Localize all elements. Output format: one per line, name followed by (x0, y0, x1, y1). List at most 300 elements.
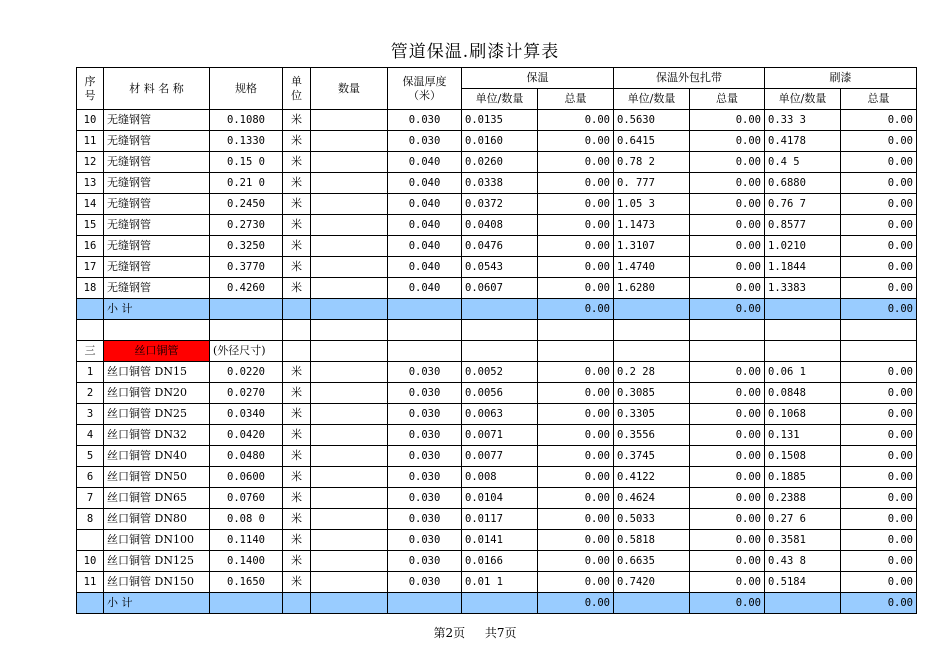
row-material-name: 无缝钢管 (104, 215, 210, 236)
row-wrap-unit: 0.78 2 (614, 152, 690, 173)
blank-cell (538, 320, 614, 341)
row-spec: 0.1140 (210, 530, 283, 551)
row-insulation-total: 0.00 (538, 278, 614, 299)
subtotal-paint-total: 0.00 (841, 593, 917, 614)
row-paint-unit: 0.43 8 (765, 551, 841, 572)
section-header-row (77, 341, 917, 362)
row-seq: 4 (77, 425, 104, 446)
row-thickness: 0.030 (388, 110, 462, 131)
row-qty (311, 425, 388, 446)
row-qty (311, 383, 388, 404)
subtotal-empty (765, 593, 841, 614)
row-qty (311, 257, 388, 278)
row-seq: 6 (77, 467, 104, 488)
blank-cell (462, 320, 538, 341)
page-number: 第2页 (433, 626, 466, 640)
blank-cell (841, 341, 917, 362)
table-row (77, 509, 917, 530)
row-paint-total: 0.00 (841, 173, 917, 194)
row-thickness: 0.030 (388, 446, 462, 467)
row-insulation-total: 0.00 (538, 404, 614, 425)
row-insulation-unit: 0.0077 (462, 446, 538, 467)
blank-cell (690, 341, 765, 362)
row-unit: 米 (283, 362, 311, 383)
row-insulation-unit: 0.0607 (462, 278, 538, 299)
row-wrap-unit: 0.5033 (614, 509, 690, 530)
row-thickness: 0.040 (388, 152, 462, 173)
header-wrap-unit: 单位/数量 (614, 89, 690, 110)
row-spec: 0.0420 (210, 425, 283, 446)
header-name: 材 料 名 称 (104, 68, 210, 110)
row-thickness: 0.030 (388, 572, 462, 593)
row-material-name: 丝口铜管 DN50 (104, 467, 210, 488)
row-insulation-unit: 0.0052 (462, 362, 538, 383)
row-qty (311, 152, 388, 173)
row-paint-total: 0.00 (841, 467, 917, 488)
row-spec: 0.0480 (210, 446, 283, 467)
blank-cell (765, 320, 841, 341)
table-row (77, 131, 917, 152)
row-material-name: 丝口铜管 DN15 (104, 362, 210, 383)
subtotal-empty (388, 299, 462, 320)
page-footer (0, 624, 950, 641)
row-qty (311, 362, 388, 383)
table-row (77, 383, 917, 404)
row-wrap-unit: 1.05 3 (614, 194, 690, 215)
table-row (77, 488, 917, 509)
row-qty (311, 173, 388, 194)
row-wrap-unit: 0.2 28 (614, 362, 690, 383)
table-row (77, 257, 917, 278)
row-wrap-unit: 0.4122 (614, 467, 690, 488)
row-paint-total: 0.00 (841, 551, 917, 572)
row-unit: 米 (283, 131, 311, 152)
row-material-name: 无缝钢管 (104, 194, 210, 215)
row-unit: 米 (283, 215, 311, 236)
subtotal-insulation-total: 0.00 (538, 299, 614, 320)
table-row (77, 236, 917, 257)
row-wrap-total: 0.00 (690, 551, 765, 572)
row-seq: 8 (77, 509, 104, 530)
table-row (77, 173, 917, 194)
row-insulation-total: 0.00 (538, 110, 614, 131)
row-insulation-total: 0.00 (538, 551, 614, 572)
header-wrap-total: 总量 (690, 89, 765, 110)
subtotal-empty (311, 593, 388, 614)
subtotal-seq (77, 299, 104, 320)
row-insulation-unit: 0.01 1 (462, 572, 538, 593)
row-wrap-total: 0.00 (690, 173, 765, 194)
row-spec: 0.1650 (210, 572, 283, 593)
row-material-name: 丝口铜管 DN40 (104, 446, 210, 467)
row-thickness: 0.030 (388, 509, 462, 530)
row-seq: 18 (77, 278, 104, 299)
row-qty (311, 446, 388, 467)
row-insulation-total: 0.00 (538, 530, 614, 551)
row-unit: 米 (283, 425, 311, 446)
row-spec: 0.15 0 (210, 152, 283, 173)
row-qty (311, 236, 388, 257)
row-wrap-total: 0.00 (690, 362, 765, 383)
table-row (77, 278, 917, 299)
row-insulation-unit: 0.0260 (462, 152, 538, 173)
row-insulation-total: 0.00 (538, 509, 614, 530)
blank-cell (614, 341, 690, 362)
row-paint-total: 0.00 (841, 509, 917, 530)
row-unit: 米 (283, 551, 311, 572)
row-paint-total: 0.00 (841, 488, 917, 509)
row-insulation-unit: 0.0135 (462, 110, 538, 131)
row-spec: 0.08 0 (210, 509, 283, 530)
row-wrap-unit: 0.5818 (614, 530, 690, 551)
row-unit: 米 (283, 173, 311, 194)
row-qty (311, 278, 388, 299)
row-paint-unit: 0.06 1 (765, 362, 841, 383)
blank-cell (690, 320, 765, 341)
row-spec: 0.1330 (210, 131, 283, 152)
row-seq: 10 (77, 110, 104, 131)
header-paint: 刷漆 (765, 68, 917, 89)
row-wrap-total: 0.00 (690, 236, 765, 257)
row-paint-total: 0.00 (841, 404, 917, 425)
row-seq: 17 (77, 257, 104, 278)
subtotal-empty (283, 299, 311, 320)
row-thickness: 0.030 (388, 488, 462, 509)
row-material-name: 无缝钢管 (104, 110, 210, 131)
blank-cell (765, 341, 841, 362)
row-spec: 0.0760 (210, 488, 283, 509)
row-insulation-total: 0.00 (538, 236, 614, 257)
row-insulation-unit: 0.0104 (462, 488, 538, 509)
row-insulation-total: 0.00 (538, 467, 614, 488)
row-unit: 米 (283, 509, 311, 530)
header-ins-unit: 单位/数量 (462, 89, 538, 110)
row-paint-unit: 0.3581 (765, 530, 841, 551)
row-material-name: 丝口铜管 DN80 (104, 509, 210, 530)
row-wrap-total: 0.00 (690, 152, 765, 173)
row-seq: 7 (77, 488, 104, 509)
subtotal-empty (765, 299, 841, 320)
subtotal-empty (462, 593, 538, 614)
subtotal-wrap-total: 0.00 (690, 593, 765, 614)
header-wrap: 保温外包扎带 (614, 68, 765, 89)
row-insulation-unit: 0.0117 (462, 509, 538, 530)
row-wrap-total: 0.00 (690, 425, 765, 446)
row-paint-unit: 1.0210 (765, 236, 841, 257)
row-seq: 11 (77, 131, 104, 152)
row-wrap-total: 0.00 (690, 404, 765, 425)
row-unit: 米 (283, 257, 311, 278)
row-insulation-total: 0.00 (538, 383, 614, 404)
table-row (77, 194, 917, 215)
row-material-name: 丝口铜管 DN20 (104, 383, 210, 404)
blank-cell (538, 341, 614, 362)
row-paint-total: 0.00 (841, 572, 917, 593)
row-spec: 0.3250 (210, 236, 283, 257)
blank-cell (77, 320, 104, 341)
subtotal-paint-total: 0.00 (841, 299, 917, 320)
row-paint-unit: 0.5184 (765, 572, 841, 593)
row-wrap-unit: 1.4740 (614, 257, 690, 278)
row-wrap-unit: 0.3305 (614, 404, 690, 425)
row-seq (77, 530, 104, 551)
row-insulation-total: 0.00 (538, 488, 614, 509)
row-wrap-unit: 0. 777 (614, 173, 690, 194)
row-unit: 米 (283, 152, 311, 173)
row-thickness: 0.040 (388, 173, 462, 194)
row-insulation-total: 0.00 (538, 152, 614, 173)
subtotal-empty (311, 299, 388, 320)
header-ins-total: 总量 (538, 89, 614, 110)
row-qty (311, 467, 388, 488)
row-wrap-total: 0.00 (690, 467, 765, 488)
row-seq: 2 (77, 383, 104, 404)
row-thickness: 0.030 (388, 467, 462, 488)
row-paint-unit: 0.1068 (765, 404, 841, 425)
table-row (77, 362, 917, 383)
table-row (77, 572, 917, 593)
row-thickness: 0.030 (388, 425, 462, 446)
header-insulation: 保温 (462, 68, 614, 89)
subtotal-wrap-total: 0.00 (690, 299, 765, 320)
section-title: 丝口铜管 (104, 341, 210, 362)
row-insulation-total: 0.00 (538, 362, 614, 383)
calc-table (76, 67, 917, 614)
row-paint-unit: 0.1508 (765, 446, 841, 467)
row-wrap-unit: 1.1473 (614, 215, 690, 236)
row-paint-unit: 0.4 5 (765, 152, 841, 173)
row-wrap-total: 0.00 (690, 257, 765, 278)
row-unit: 米 (283, 383, 311, 404)
row-insulation-total: 0.00 (538, 215, 614, 236)
row-paint-total: 0.00 (841, 446, 917, 467)
row-wrap-total: 0.00 (690, 131, 765, 152)
row-unit: 米 (283, 236, 311, 257)
row-qty (311, 509, 388, 530)
row-insulation-unit: 0.0063 (462, 404, 538, 425)
row-wrap-total: 0.00 (690, 509, 765, 530)
row-material-name: 无缝钢管 (104, 236, 210, 257)
row-wrap-total: 0.00 (690, 488, 765, 509)
blank-cell (462, 341, 538, 362)
row-material-name: 无缝钢管 (104, 278, 210, 299)
subtotal-row (77, 299, 917, 320)
row-spec: 0.21 0 (210, 173, 283, 194)
row-paint-total: 0.00 (841, 257, 917, 278)
blank-cell (841, 320, 917, 341)
blank-cell (283, 341, 311, 362)
row-insulation-unit: 0.0071 (462, 425, 538, 446)
row-material-name: 丝口铜管 DN100 (104, 530, 210, 551)
row-paint-unit: 0.6880 (765, 173, 841, 194)
row-wrap-total: 0.00 (690, 383, 765, 404)
row-thickness: 0.030 (388, 551, 462, 572)
row-spec: 0.0220 (210, 362, 283, 383)
row-paint-unit: 0.0848 (765, 383, 841, 404)
row-paint-total: 0.00 (841, 236, 917, 257)
row-unit: 米 (283, 110, 311, 131)
row-material-name: 丝口铜管 DN65 (104, 488, 210, 509)
row-spec: 0.2450 (210, 194, 283, 215)
row-material-name: 丝口铜管 DN25 (104, 404, 210, 425)
table-row (77, 530, 917, 551)
blank-cell (283, 320, 311, 341)
row-insulation-unit: 0.0543 (462, 257, 538, 278)
row-paint-unit: 1.1844 (765, 257, 841, 278)
page-count: 共7页 (484, 626, 517, 640)
row-insulation-total: 0.00 (538, 131, 614, 152)
row-wrap-unit: 0.3556 (614, 425, 690, 446)
table-row (77, 215, 917, 236)
row-insulation-total: 0.00 (538, 425, 614, 446)
row-qty (311, 530, 388, 551)
row-paint-total: 0.00 (841, 362, 917, 383)
row-spec: 0.4260 (210, 278, 283, 299)
row-material-name: 丝口铜管 DN125 (104, 551, 210, 572)
header-paint-unit: 单位/数量 (765, 89, 841, 110)
row-paint-unit: 0.76 7 (765, 194, 841, 215)
row-thickness: 0.040 (388, 194, 462, 215)
row-insulation-total: 0.00 (538, 257, 614, 278)
row-insulation-total: 0.00 (538, 194, 614, 215)
header-spec: 规格 (210, 68, 283, 110)
page-title: 管道保温.刷漆计算表 (390, 42, 560, 62)
table-row (77, 404, 917, 425)
row-qty (311, 131, 388, 152)
row-wrap-unit: 0.3745 (614, 446, 690, 467)
blank-cell (311, 341, 388, 362)
blank-cell (311, 320, 388, 341)
row-wrap-total: 0.00 (690, 530, 765, 551)
row-insulation-unit: 0.0338 (462, 173, 538, 194)
row-thickness: 0.040 (388, 278, 462, 299)
row-material-name: 无缝钢管 (104, 152, 210, 173)
row-unit: 米 (283, 530, 311, 551)
subtotal-empty (614, 299, 690, 320)
row-thickness: 0.030 (388, 362, 462, 383)
row-unit: 米 (283, 446, 311, 467)
subtotal-empty (614, 593, 690, 614)
row-paint-total: 0.00 (841, 131, 917, 152)
row-qty (311, 404, 388, 425)
subtotal-empty (210, 593, 283, 614)
row-insulation-unit: 0.0141 (462, 530, 538, 551)
row-wrap-total: 0.00 (690, 194, 765, 215)
row-seq: 10 (77, 551, 104, 572)
row-thickness: 0.030 (388, 404, 462, 425)
table-row (77, 152, 917, 173)
blank-cell (210, 320, 283, 341)
subtotal-empty (210, 299, 283, 320)
row-spec: 0.0340 (210, 404, 283, 425)
row-wrap-unit: 1.6280 (614, 278, 690, 299)
row-thickness: 0.030 (388, 383, 462, 404)
row-seq: 14 (77, 194, 104, 215)
row-qty (311, 551, 388, 572)
subtotal-seq (77, 593, 104, 614)
row-wrap-unit: 0.6635 (614, 551, 690, 572)
row-seq: 1 (77, 362, 104, 383)
table-row (77, 425, 917, 446)
row-spec: 0.2730 (210, 215, 283, 236)
subtotal-label: 小 计 (104, 593, 210, 614)
row-seq: 15 (77, 215, 104, 236)
subtotal-empty (388, 593, 462, 614)
row-paint-total: 0.00 (841, 383, 917, 404)
header-qty: 数量 (311, 68, 388, 110)
row-unit: 米 (283, 404, 311, 425)
row-insulation-unit: 0.0160 (462, 131, 538, 152)
header-thickness: 保温厚度（米） (388, 68, 462, 110)
row-paint-unit: 0.131 (765, 425, 841, 446)
row-spec: 0.0600 (210, 467, 283, 488)
subtotal-row (77, 593, 917, 614)
row-wrap-total: 0.00 (690, 572, 765, 593)
row-paint-unit: 0.33 3 (765, 110, 841, 131)
blank-cell (388, 320, 462, 341)
row-paint-total: 0.00 (841, 110, 917, 131)
row-paint-total: 0.00 (841, 425, 917, 446)
row-paint-total: 0.00 (841, 194, 917, 215)
table-row (77, 467, 917, 488)
table-row (77, 551, 917, 572)
row-unit: 米 (283, 194, 311, 215)
row-paint-unit: 0.1885 (765, 467, 841, 488)
header-seq: 序号 (77, 68, 104, 110)
row-seq: 5 (77, 446, 104, 467)
subtotal-insulation-total: 0.00 (538, 593, 614, 614)
row-wrap-total: 0.00 (690, 215, 765, 236)
row-insulation-total: 0.00 (538, 173, 614, 194)
row-thickness: 0.040 (388, 215, 462, 236)
row-insulation-total: 0.00 (538, 572, 614, 593)
row-wrap-unit: 0.6415 (614, 131, 690, 152)
row-paint-unit: 1.3383 (765, 278, 841, 299)
row-seq: 13 (77, 173, 104, 194)
row-wrap-total: 0.00 (690, 110, 765, 131)
subtotal-empty (283, 593, 311, 614)
row-unit: 米 (283, 488, 311, 509)
row-unit: 米 (283, 572, 311, 593)
blank-row (77, 320, 917, 341)
row-wrap-unit: 0.3085 (614, 383, 690, 404)
table-row (77, 446, 917, 467)
row-spec: 0.3770 (210, 257, 283, 278)
row-wrap-unit: 1.3107 (614, 236, 690, 257)
blank-cell (104, 320, 210, 341)
row-thickness: 0.040 (388, 236, 462, 257)
row-spec: 0.1400 (210, 551, 283, 572)
row-material-name: 无缝钢管 (104, 257, 210, 278)
row-wrap-total: 0.00 (690, 278, 765, 299)
section-number: 三 (77, 341, 104, 362)
row-paint-unit: 0.4178 (765, 131, 841, 152)
row-unit: 米 (283, 467, 311, 488)
row-insulation-unit: 0.0166 (462, 551, 538, 572)
row-insulation-unit: 0.0408 (462, 215, 538, 236)
row-wrap-unit: 0.7420 (614, 572, 690, 593)
row-thickness: 0.030 (388, 131, 462, 152)
blank-cell (388, 341, 462, 362)
row-insulation-unit: 0.0372 (462, 194, 538, 215)
header-paint-total: 总量 (841, 89, 917, 110)
row-paint-total: 0.00 (841, 278, 917, 299)
row-insulation-unit: 0.008 (462, 467, 538, 488)
row-qty (311, 488, 388, 509)
row-qty (311, 572, 388, 593)
row-thickness: 0.040 (388, 257, 462, 278)
row-qty (311, 110, 388, 131)
